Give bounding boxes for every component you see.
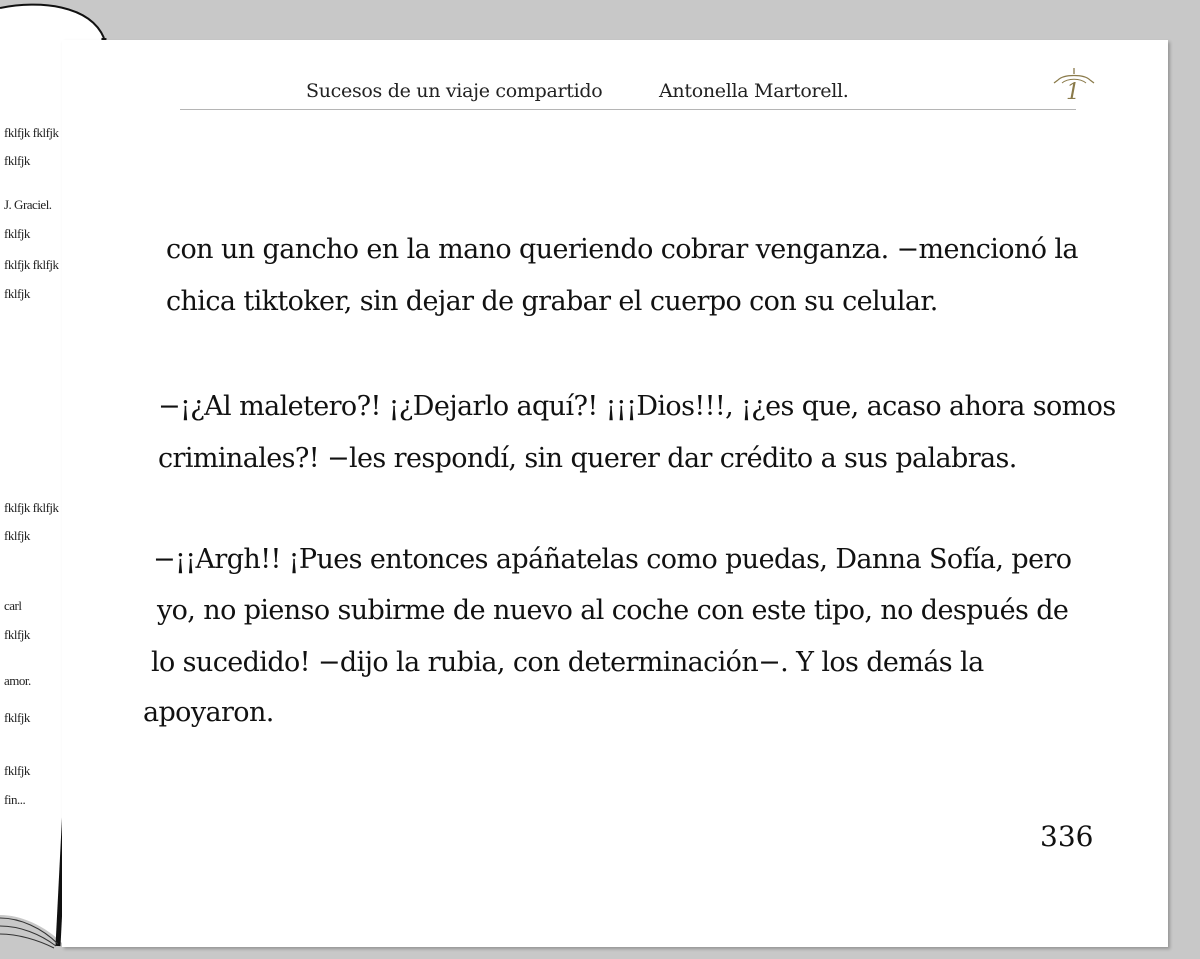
- left-page-line: fklfjk: [4, 153, 30, 168]
- left-page-line: fklfjk: [4, 286, 30, 301]
- left-page-line: fklfjk: [4, 528, 30, 543]
- left-page-line: fklfjk fklfjk: [4, 125, 59, 140]
- chapter-marker: [1052, 64, 1096, 108]
- body-line: con un gancho en la mano queriendo cobrar venganza. −mencionó la: [166, 234, 1078, 265]
- left-page-line: J. Graciel.: [4, 197, 52, 212]
- left-page-line: amor.: [4, 673, 31, 688]
- left-page-line: fklfjk fklfjk: [4, 500, 59, 515]
- chapter-number: 1: [1066, 80, 1080, 105]
- left-page-line: fklfjk fklfjk: [4, 257, 59, 272]
- running-header-title: Sucesos de un viaje compartido: [306, 80, 603, 102]
- left-page-line: fklfjk: [4, 763, 30, 778]
- left-page-line: fklfjk: [4, 226, 30, 241]
- left-page-line: fin...: [4, 792, 26, 807]
- current-page: [62, 40, 1168, 947]
- left-page-line: fklfjk: [4, 627, 30, 642]
- running-header-author: Antonella Martorell.: [659, 80, 849, 102]
- body-line: apoyaron.: [143, 697, 274, 728]
- left-page-line: fklfjk: [4, 710, 30, 725]
- header-divider: [180, 109, 1076, 110]
- body-line: yo, no pienso subirme de nuevo al coche con este tipo, no después de: [157, 595, 1069, 626]
- body-line: −¡¡Argh!! ¡Pues entonces apáñatelas como puedas, Danna Sofía, pero: [153, 544, 1072, 575]
- body-line: lo sucedido! −dijo la rubia, con determinación−. Y los demás la: [151, 647, 984, 678]
- body-line: chica tiktoker, sin dejar de grabar el cuerpo con su celular.: [166, 286, 938, 317]
- page-number: 336: [1040, 820, 1094, 853]
- left-page-line: carl: [4, 598, 22, 613]
- body-line: criminales?! −les respondí, sin querer dar crédito a sus palabras.: [158, 443, 1017, 474]
- body-line: −¡¿Al maletero?! ¡¿Dejarlo aquí?! ¡¡¡Dios!!!, ¡¿es que, acaso ahora somos: [158, 391, 1116, 422]
